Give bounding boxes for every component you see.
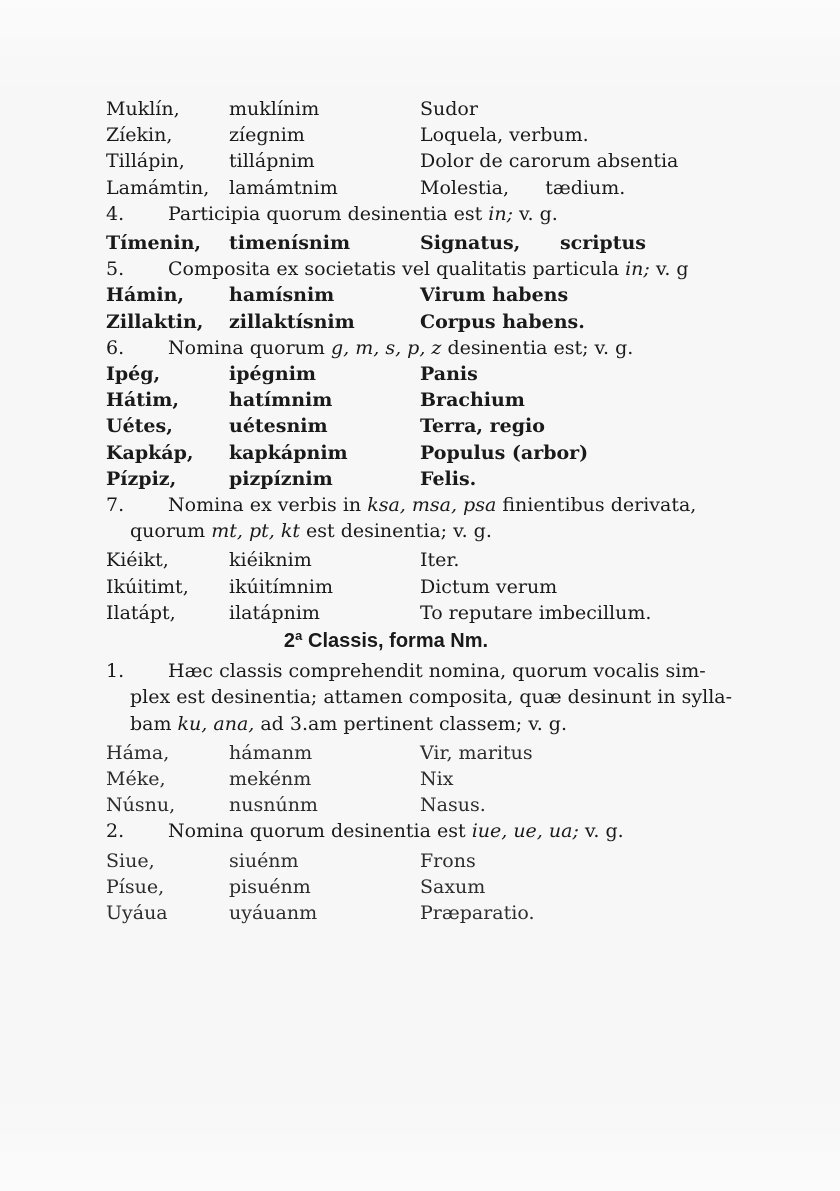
plural-form: muklínim [229, 98, 320, 120]
word-row [106, 848, 726, 874]
plural-form: pizpíznim [229, 467, 333, 490]
plural-form: pisuénm [229, 875, 311, 898]
plural-form: uétesnim [229, 415, 328, 438]
headword: Tillápin, [106, 150, 185, 173]
word-row [106, 122, 726, 148]
plural-form: kapkápnim [229, 441, 348, 464]
section-number: 2. [106, 820, 125, 843]
word-row [106, 574, 726, 600]
page-content [106, 96, 733, 926]
word-row [106, 148, 726, 174]
section-4: 4. Participia quorum desinentia est in; v. g. [106, 201, 726, 227]
plural-form: hámanm [229, 741, 313, 764]
plural-form: lamámtnim [229, 176, 338, 199]
plural-form: nusnúnm [229, 794, 318, 817]
plural-form: ikúitímnim [229, 575, 333, 598]
section-5: 5. Composita ex societatis vel qualitatis particula in; v. g [106, 256, 726, 282]
latin-gloss: Felis. [420, 467, 477, 490]
latin-gloss: Iter. [420, 549, 460, 572]
word-row [106, 361, 726, 387]
latin-gloss: Corpus habens. [420, 310, 585, 333]
word-row [106, 740, 726, 766]
plural-form: zíegnim [229, 124, 305, 147]
word-list-block-5 [106, 547, 726, 626]
headword: Núsnu, [106, 794, 176, 817]
latin-gloss: Dictum verum [420, 575, 558, 598]
headword: Uétes, [106, 415, 173, 438]
class-heading: 2ª Classis, forma Nm. [283, 630, 489, 653]
latin-gloss: Nix [420, 768, 454, 791]
section-number: 1. [106, 660, 125, 683]
word-row [106, 900, 726, 926]
section-number: 6. [106, 336, 125, 359]
headword: Kapkáp, [106, 441, 194, 464]
word-row [106, 175, 726, 201]
word-row [106, 230, 726, 256]
headword: Hámin, [106, 284, 185, 307]
headword: Lamámtin, [106, 176, 210, 199]
word-list-block-6 [106, 740, 726, 819]
word-list-block-2 [106, 230, 726, 256]
headword: Hátim, [106, 389, 179, 412]
section-number: 4. [106, 202, 125, 225]
section-7-continuation: quorum mt, pt, kt est desinentia; v. g. [130, 520, 492, 543]
word-list-block-1 [106, 96, 726, 201]
headword: Ilatápt, [106, 601, 176, 624]
word-list-block-3 [106, 282, 726, 334]
latin-gloss: Molestia, tædium. [420, 176, 626, 199]
section-6: 6. Nomina quorum g, m, s, p, z desinentia est; v. g. [106, 335, 726, 361]
headword: Háma, [106, 741, 170, 764]
word-list-block-4 [106, 361, 726, 492]
headword: Uyáua [106, 902, 168, 925]
headword: Písue, [106, 875, 165, 898]
latin-gloss: Populus (arbor) [420, 441, 589, 464]
section-2-2: 2. Nomina quorum desinentia est iue, ue, ua; v. g. [106, 818, 726, 844]
section-number: 7. [106, 494, 125, 517]
headword: Ipég, [106, 363, 161, 386]
headword: Kiéikt, [106, 549, 169, 572]
latin-gloss: Dolor de carorum absentia [420, 150, 679, 173]
headword: Siue, [106, 849, 155, 872]
word-row [106, 387, 726, 413]
plural-form: ilatápnim [229, 601, 320, 624]
word-row [106, 547, 726, 573]
word-row [106, 282, 726, 308]
latin-gloss: Brachium [420, 389, 525, 412]
latin-gloss: Panis [420, 363, 478, 386]
word-row [106, 96, 726, 122]
latin-gloss: Terra, regio [420, 415, 545, 438]
plural-form: siuénm [229, 849, 299, 872]
word-row [106, 600, 726, 626]
word-row [106, 466, 726, 492]
latin-gloss: Signatus, scriptus [420, 232, 647, 255]
headword: Pízpiz, [106, 467, 177, 490]
word-list-block-7 [106, 848, 726, 927]
plural-form: hamísnim [229, 284, 335, 307]
word-row [106, 440, 726, 466]
latin-gloss: Sudor [420, 98, 478, 120]
latin-gloss: Vir, maritus [420, 741, 533, 764]
latin-gloss: To reputare imbecillum. [420, 601, 652, 624]
latin-gloss: Frons [420, 849, 476, 872]
plural-form: zillaktísnim [229, 310, 355, 333]
plural-form: ipégnim [229, 363, 317, 386]
word-row [106, 309, 726, 335]
plural-form: hatímnim [229, 389, 333, 412]
plural-form: tillápnim [229, 150, 315, 173]
section-7: 7. Nomina ex verbis in ksa, msa, psa finientibus derivata, quorum mt, pt, kt est desinentia; v. g. [106, 492, 726, 544]
word-row [106, 413, 726, 439]
latin-gloss: Saxum [420, 875, 486, 898]
section-2-1: 1. Hæc classis comprehendit nomina, quorum vocalis sim- plex est desinentia; attamen composita, quæ desinunt in sylla- bam ku, ana, ad 3.am pertinent classem; v. g. [106, 660, 733, 735]
plural-form: kiéiknim [229, 549, 312, 572]
latin-gloss: Virum habens [420, 284, 569, 307]
latin-gloss: Nasus. [420, 794, 486, 817]
plural-form: mekénm [229, 768, 312, 791]
headword: Tímenin, [106, 232, 202, 255]
latin-gloss: Loquela, verbum. [420, 124, 589, 147]
plural-form: timenísnim [229, 232, 351, 255]
word-row [106, 874, 726, 900]
word-row [106, 766, 726, 792]
headword: Zíekin, [106, 124, 173, 147]
headword: Méke, [106, 768, 166, 791]
section-number: 5. [106, 258, 125, 281]
headword: Ikúitimt, [106, 575, 189, 598]
word-row [106, 792, 726, 818]
plural-form: uyáuanm [229, 902, 318, 925]
headword: Zillaktin, [106, 310, 204, 333]
latin-gloss: Præparatio. [420, 902, 535, 925]
headword: Muklín, [106, 98, 180, 120]
